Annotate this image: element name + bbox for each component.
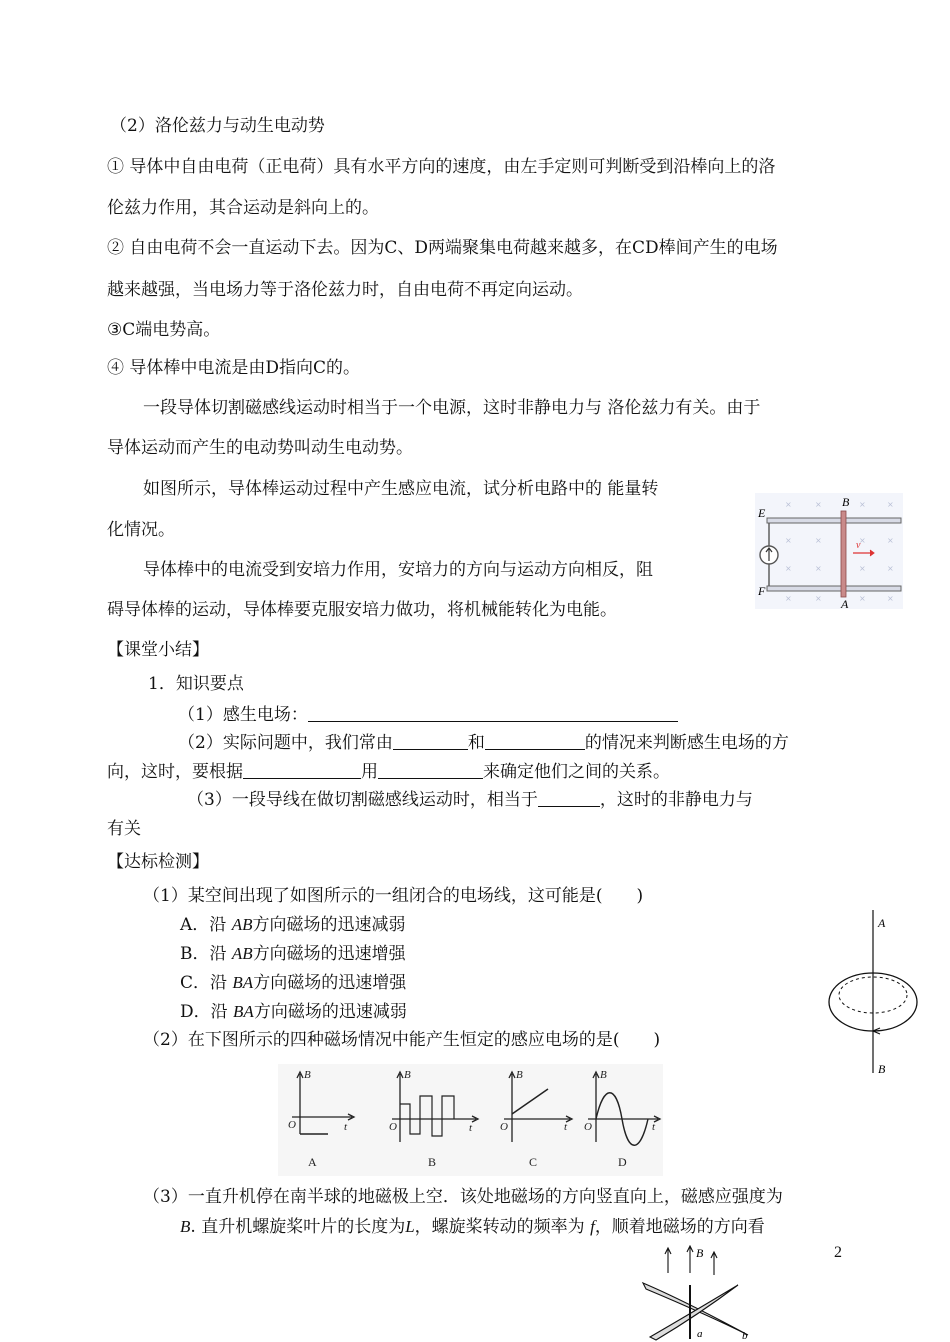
svg-text:×: × <box>859 594 866 603</box>
summary-item1: 1．知识要点 <box>148 674 244 694</box>
svg-text:×: × <box>859 536 866 545</box>
label-a: a <box>697 1328 703 1340</box>
paragraph-1a: ① 导体中自由电荷（正电荷）具有水平方向的速度，由左手定则可判断受到沿棒向上的洛 <box>107 157 776 177</box>
blank-5[interactable] <box>378 760 483 779</box>
paragraph-2b: 越来越强，当电场力等于洛伦兹力时，自由电荷不再定向运动。 <box>107 280 583 300</box>
paragraph-6b: 化情况。 <box>107 520 175 540</box>
paragraph-2a: ② 自由电荷不会一直运动下去。因为C、D两端聚集电荷越来越多，在CD棒间产生的电场 <box>107 238 778 258</box>
svg-text:×: × <box>815 594 822 603</box>
graph-C-axis-O: O <box>500 1121 508 1133</box>
svg-text:×: × <box>887 500 894 509</box>
graph-C-axis-B: B <box>516 1069 523 1081</box>
svg-text:×: × <box>785 500 792 509</box>
graph-label-D: D <box>618 1155 627 1169</box>
paragraph-7a: 导体棒中的电流受到安培力作用，安培力的方向与运动方向相反，阻 <box>143 560 653 580</box>
label-B: B <box>696 1246 704 1260</box>
graph-B-axis-t: t <box>469 1122 473 1134</box>
paragraph-5b: 导体运动而产生的电动势叫动生电动势。 <box>107 438 413 458</box>
paragraph-6a: 如图所示，导体棒运动过程中产生感应电流，试分析电路中的 能量转 <box>143 479 659 499</box>
blade-1 <box>643 1283 748 1335</box>
circuit-figure <box>755 493 903 609</box>
graph-A-axis-B: B <box>304 1069 311 1081</box>
svg-text:×: × <box>859 500 866 509</box>
svg-text:×: × <box>785 564 792 573</box>
label-bottom: B <box>878 1062 886 1076</box>
label-B: B <box>842 495 850 509</box>
summary-q3-line1: （3）一段导线在做切割磁感线运动时，相当于 ，这时的非静电力与 <box>187 790 753 810</box>
summary-header: 【课堂小结】 <box>107 640 209 660</box>
page-number: 2 <box>834 1244 842 1261</box>
graph-D-axis-O: O <box>584 1121 592 1133</box>
option-B[interactable]: B．沿 AB方向磁场的迅速增强 <box>180 944 406 964</box>
svg-text:×: × <box>815 500 822 509</box>
label-A: A <box>841 597 849 609</box>
paragraph-1b: 伦兹力作用，其合运动是斜向上的。 <box>107 198 379 218</box>
blank-3[interactable] <box>485 731 585 750</box>
paragraph-3: ③C端电势高。 <box>107 320 221 340</box>
graph-D-axis-B: B <box>600 1069 607 1081</box>
svg-text:×: × <box>815 536 822 545</box>
svg-text:×: × <box>859 564 866 573</box>
paragraph-7b: 碍导体棒的运动，导体棒要克服安培力做功，将机械能转化为电能。 <box>107 600 617 620</box>
label-top: A <box>878 916 886 930</box>
graph-label-B: B <box>428 1155 437 1169</box>
summary-q2-line1: （2）实际问题中，我们常由 和 的情况来判断感生电场的方 <box>178 733 789 753</box>
graph-C-axis-t: t <box>564 1121 568 1133</box>
graph-D-axis-t: t <box>652 1121 656 1133</box>
label-v: v <box>856 540 861 551</box>
graph-A-axis-O: O <box>288 1119 296 1131</box>
propeller-figure <box>638 1245 758 1342</box>
check-q3-line1: （3）一直升机停在南半球的地磁极上空．该处地磁场的方向竖直向上，磁感应强度为 <box>143 1187 783 1207</box>
paragraph-4: ④ 导体棒中电流是由D指向C的。 <box>107 358 361 378</box>
label-b: b <box>742 1330 748 1342</box>
summary-q3-line2: 有关 <box>107 819 141 839</box>
svg-text:×: × <box>785 536 792 545</box>
graph-B-axis-O: O <box>389 1121 397 1133</box>
summary-q2-line2: 向，这时，要根据 用 来确定他们之间的关系。 <box>107 762 670 782</box>
check-q2: （2）在下图所示的四种磁场情况中能产生恒定的感应电场的是( ) <box>143 1030 661 1050</box>
svg-text:×: × <box>887 536 894 545</box>
blank-4[interactable] <box>243 760 361 779</box>
blank-6[interactable] <box>538 788 600 807</box>
bottom-rail <box>767 586 901 591</box>
svg-text:×: × <box>887 594 894 603</box>
label-F: F <box>758 584 766 598</box>
blank-2[interactable] <box>393 731 468 750</box>
option-D[interactable]: D．沿 BA方向磁场的迅速减弱 <box>180 1002 407 1022</box>
svg-text:×: × <box>815 564 822 573</box>
option-C[interactable]: C．沿 BA方向磁场的迅速增强 <box>180 973 407 993</box>
graphs-figure <box>278 1064 663 1176</box>
graph-label-C: C <box>529 1155 538 1169</box>
blank-1[interactable] <box>308 703 678 722</box>
graph-label-A: A <box>308 1155 317 1169</box>
check-q1: （1）某空间出现了如图所示的一组闭合的电场线，这可能是( ) <box>143 886 644 906</box>
paragraph-5a: 一段导体切割磁感线运动时相当于一个电源，这时非静电力与 洛伦兹力有关。由于 <box>143 398 761 418</box>
field-lines-figure <box>820 905 920 1080</box>
option-A[interactable]: A．沿 AB方向磁场的迅速减弱 <box>180 915 406 935</box>
label-E: E <box>758 506 766 520</box>
conductor-rod <box>841 511 846 597</box>
svg-text:×: × <box>785 594 792 603</box>
section-title: （2）洛伦兹力与动生电动势 <box>110 116 325 136</box>
check-q3-line2: B. 直升机螺旋桨叶片的长度为L，螺旋桨转动的频率为 f，顺着地磁场的方向看 <box>180 1217 765 1237</box>
check-header: 【达标检测】 <box>107 852 209 872</box>
graph-B-axis-B: B <box>404 1069 411 1081</box>
graph-A-axis-t: t <box>344 1121 348 1133</box>
top-rail <box>767 518 901 523</box>
svg-text:×: × <box>887 564 894 573</box>
summary-q1: （1）感生电场： <box>178 703 678 727</box>
